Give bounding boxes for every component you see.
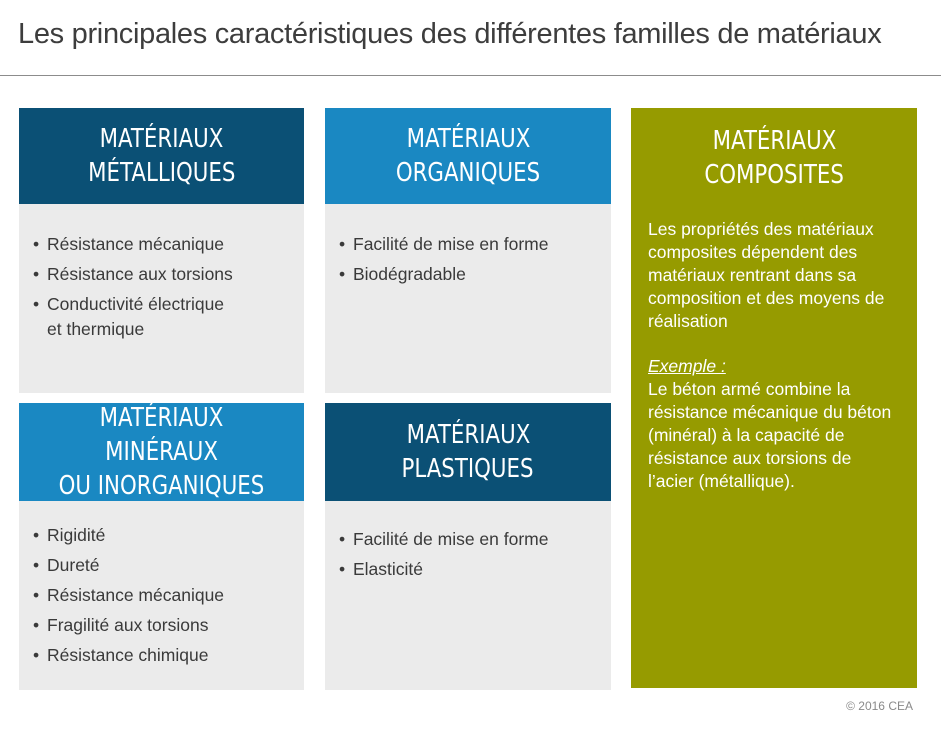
list-item: • Facilité de mise en forme [339,232,611,257]
card-plastiques-header [325,403,611,501]
card-metalliques [19,108,304,393]
card-composites [631,108,917,688]
list-item: • Dureté [33,553,304,578]
list-item [33,292,304,342]
composites-example-label: Exemple : [648,356,726,376]
list-item: • Rigidité [33,523,304,548]
card-composites-header [631,108,917,208]
list-item: • Résistance mécanique [33,583,304,608]
card-organiques-title-line1: MATÉRIAUX [406,124,530,154]
card-composites-title-line2: COMPOSITES [704,160,844,190]
copyright: © 2016 CEA [846,699,913,713]
composites-description: Les propriétés des matériaux composites dépendent des matériaux rentrant dans sa composition et des moyens de réalisation [648,219,885,331]
card-metalliques-title-line1: MATÉRIAUX [99,124,224,154]
card-metalliques-header [19,108,304,204]
card-mineraux-title-line1: MATÉRIAUX MINÉRAUX [99,403,224,467]
page-title: Les principales caractéristiques des différentes familles de matériaux [18,18,882,50]
list-item: • Résistance chimique [33,643,304,668]
card-metalliques-title-line2: MÉTALLIQUES [87,158,236,188]
list-item: • Facilité de mise en forme [339,527,611,552]
list-item: • Elasticité [339,557,611,582]
card-organiques-header [325,108,611,204]
card-organiques [325,108,611,393]
card-plastiques [325,403,611,690]
card-mineraux-title-line2: OU INORGANIQUES [58,471,265,501]
list-item: • Fragilité aux torsions [33,613,304,638]
list-item-text-continued: et thermique [47,319,145,339]
list-item-text: Conductivité électrique [47,294,225,314]
list-item: • Biodégradable [339,262,611,287]
card-organiques-title-line2: ORGANIQUES [395,158,541,188]
card-organiques-list [325,204,611,287]
title-divider [0,75,941,76]
composites-example-text: Le béton armé combine la résistance mécanique du béton (minéral) à la capacité de résistance aux torsions de l’acier (métallique). [648,379,892,491]
card-plastiques-title-line2: PLASTIQUES [401,454,535,484]
card-mineraux [19,403,304,690]
card-mineraux-list [19,501,304,668]
list-item: • Résistance mécanique [33,232,304,257]
card-plastiques-list [325,501,611,582]
card-mineraux-header [19,403,304,501]
card-composites-title-line1: MATÉRIAUX [712,126,836,156]
card-plastiques-title-line1: MATÉRIAUX [406,420,530,450]
list-item: • Résistance aux torsions [33,262,304,287]
card-metalliques-list [19,204,304,342]
